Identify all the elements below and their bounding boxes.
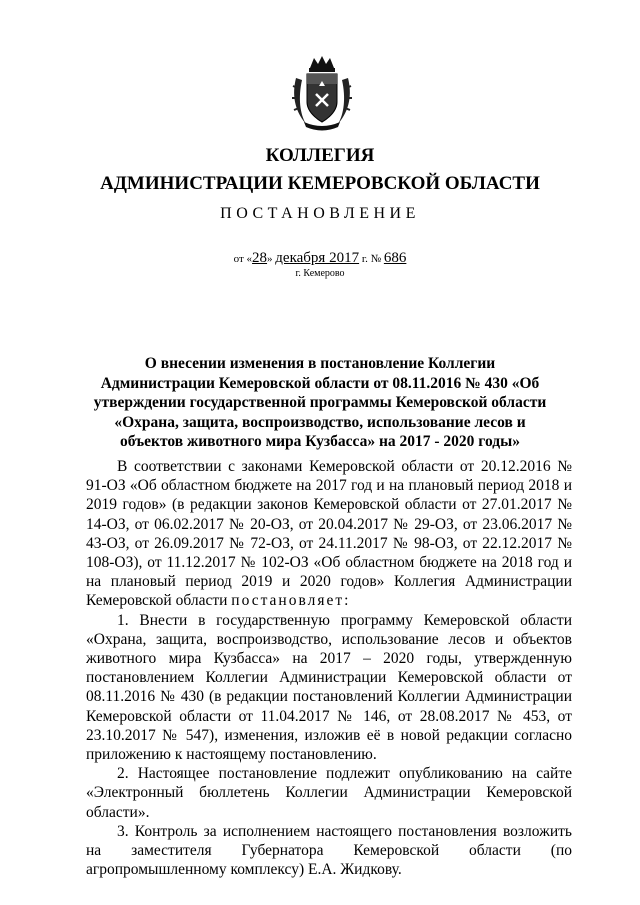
date-line <box>0 250 640 267</box>
item-3: 3. Контроль за исполнением настоящего постановления возложить на заместителя Губернатора Кемеровской области (по агропромышленному комплексу) Е.А. Жидкову. <box>86 822 572 879</box>
organization-name <box>0 142 640 198</box>
date-mid: » <box>267 253 276 265</box>
org-line-1: КОЛЛЕГИЯ <box>265 145 375 166</box>
preamble-text: В соответствии с законами Кемеровской области от 20.12.2016 № 91-ОЗ «Об областном бюджете на 2017 год и на плановый период 2018 и 2019 годов» (в редакции законов Кемеровской области от 27.01.2017 № 14-ОЗ, от 06.02.2017 № 20-ОЗ, от 20.04.2017 № 29-ОЗ, от 23.06.2017 № 43-ОЗ, от 26.09.2017 № 72-ОЗ, от 24.11.2017 № 98-ОЗ, от 22.12.2017 № 108-ОЗ), от 11.12.2017 № 102-ОЗ «Об областном бюджете на 2018 год и на плановый период 2019 и 2020 годов» Коллегия Администрации Кемеровской области <box>86 458 572 610</box>
date-year-suffix: г. <box>359 253 368 265</box>
org-line-2: АДМИНИСТРАЦИИ КЕМЕРОВСКОЙ ОБЛАСТИ <box>100 173 540 194</box>
date-prefix: от « <box>233 253 253 265</box>
item-1: 1. Внести в государственную программу Кемеровской области «Охрана, защита, воспроизводство, использование лесов и объектов животного мира Кузбасса» на 2017 – 2020 годы, утвержденную постановлением Коллегии Администрации Кемеровской области от 08.11.2016 № 430 (в редакции постановлений Коллегии Администрации Кемеровской области от 11.04.2017 № 146, от 28.08.2017 № 453, от 23.10.2017 № 547), изменения, изложив её в новой редакции согласно приложению к настоящему постановлению. <box>86 611 572 764</box>
decree-word: постановляет: <box>231 592 351 610</box>
document-title: О внесении изменения в постановление Коллегии Администрации Кемеровской области от 08.11.2016 № 430 «Об утверждении государственной программы Кемеровской области «Охрана, защита, воспроизводство, использование лесов и объектов животного мира Кузбасса» на 2017 - 2020 годы» <box>93 355 547 450</box>
document-body <box>86 457 572 879</box>
city: г. Кемерово <box>295 268 345 279</box>
preamble-paragraph <box>86 457 572 611</box>
item-2: 2. Настоящее постановление подлежит опубликованию на сайте «Электронный бюллетень Коллегии Администрации Кемеровской области». <box>86 765 572 821</box>
coat-of-arms-icon <box>290 54 354 132</box>
date-month-year: декабря 2017 <box>275 250 360 266</box>
document-number: 686 <box>383 250 407 266</box>
document-type: ПОСТАНОВЛЕНИЕ <box>220 205 420 222</box>
number-sign: № <box>370 253 382 265</box>
date-day: 28 <box>252 250 268 266</box>
